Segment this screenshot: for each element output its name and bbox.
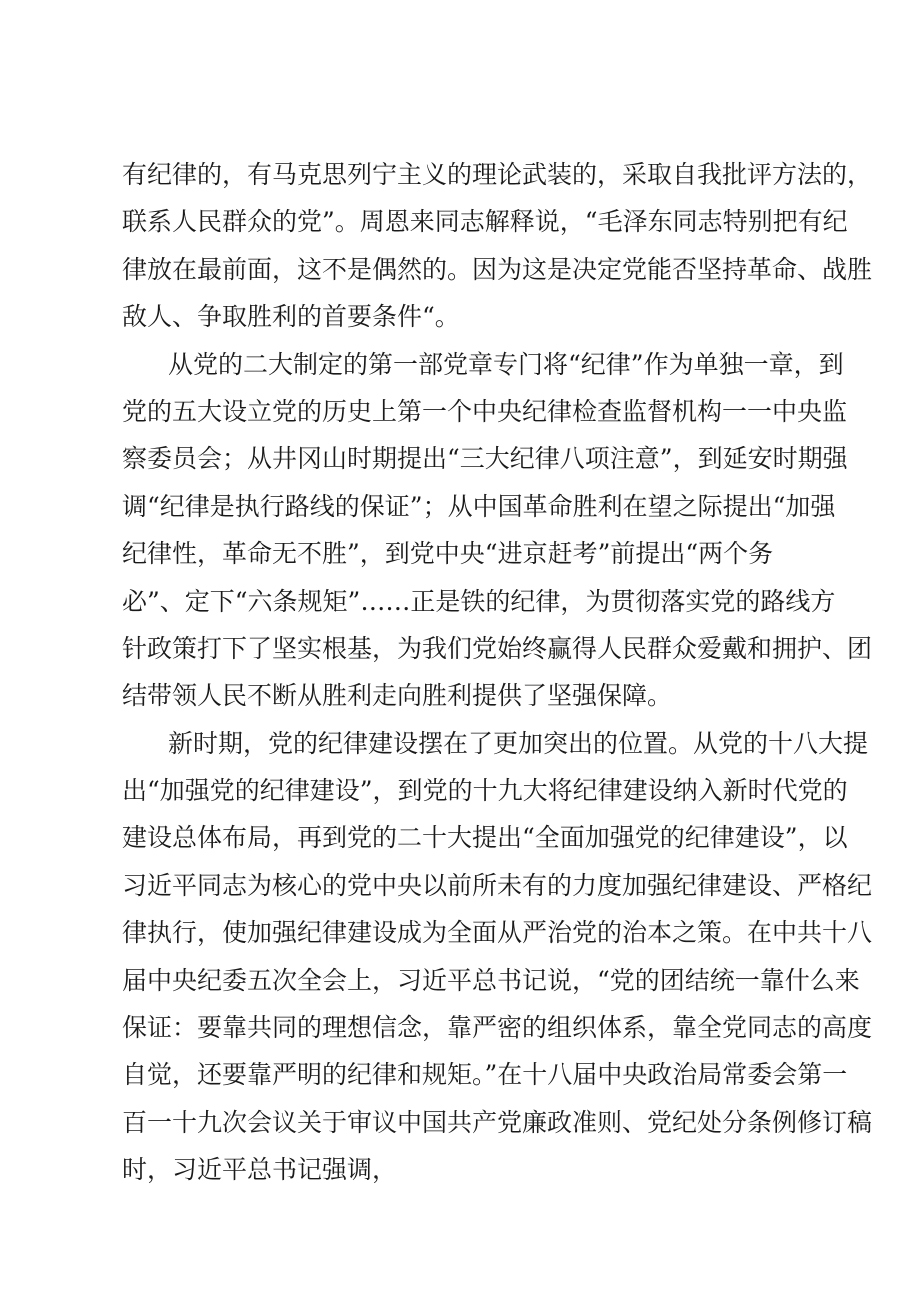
text-line: 必”、定下“六条规矩”……正是铁的纪律，为贯彻落实党的路线方 bbox=[122, 586, 836, 616]
text-line: 习近平同志为核心的党中央以前所未有的力度加强纪律建设、严格纪 bbox=[122, 870, 873, 900]
text-line: 有纪律的，有马克思列宁主义的理论武装的，采取自我批评方法的， bbox=[122, 160, 873, 189]
text-line: 百一十九次会议关于审议中国共产党廉政准则、党纪处分条例修订稿 bbox=[122, 1107, 873, 1137]
text-line: 届中央纪委五次全会上，习近平总书记说，“党的团结统一靠什么来 bbox=[122, 965, 860, 995]
paragraph-first-line: 新时期，党的纪律建设摆在了更加突出的位置。从党的十八大提 bbox=[168, 728, 869, 758]
text-line: 针政策打下了坚实根基，为我们党始终赢得人民群众爱戴和拥护、团 bbox=[122, 633, 873, 663]
text-line: 出“加强党的纪律建设”，到党的十九大将纪律建设纳入新时代党的 bbox=[122, 776, 848, 806]
text-line: 律放在最前面，这不是偶然的。因为这是决定党能否坚持革命、战胜 bbox=[122, 254, 873, 284]
text-line: 时，习近平总书记强调， bbox=[122, 1155, 398, 1185]
text-line: 党的五大设立党的历史上第一个中央纪律检查监督机构一一中央监 bbox=[122, 396, 848, 426]
text-line: 纪律性，革命无不胜”，到党中央“进京赶考”前提出“两个务 bbox=[122, 539, 774, 569]
text-line: 察委员会；从井冈山时期提出“三大纪律八项注意”，到延安时期强 bbox=[122, 444, 848, 474]
text-line: 保证：要靠共同的理想信念，靠严密的组织体系，靠全党同志的高度 bbox=[122, 1013, 873, 1043]
text-line: 建设总体布局，再到党的二十大提出“全面加强党的纪律建设”，以 bbox=[122, 823, 848, 853]
text-line: 自觉，还要靠严明的纪律和规矩。”在十八届中央政治局常委会第一 bbox=[122, 1060, 848, 1090]
text-line: 联系人民群众的党”。周恩来同志解释说，“毛泽东同志特别把有纪 bbox=[122, 207, 848, 237]
paragraph-first-line: 从党的二大制定的第一部党章专门将“纪律”作为单独一章，到 bbox=[168, 349, 844, 379]
text-line: 敌人、争取胜利的首要条件“。 bbox=[122, 302, 460, 332]
text-line: 调“纪律是执行路线的保证”；从中国革命胜利在望之际提出“加强 bbox=[122, 491, 836, 521]
text-line: 律执行，使加强纪律建设成为全面从严治党的治本之策。在中共十八 bbox=[122, 918, 873, 948]
document-body bbox=[122, 151, 873, 1194]
text-line: 结带领人民不断从胜利走向胜利提供了坚强保障。 bbox=[122, 681, 673, 711]
